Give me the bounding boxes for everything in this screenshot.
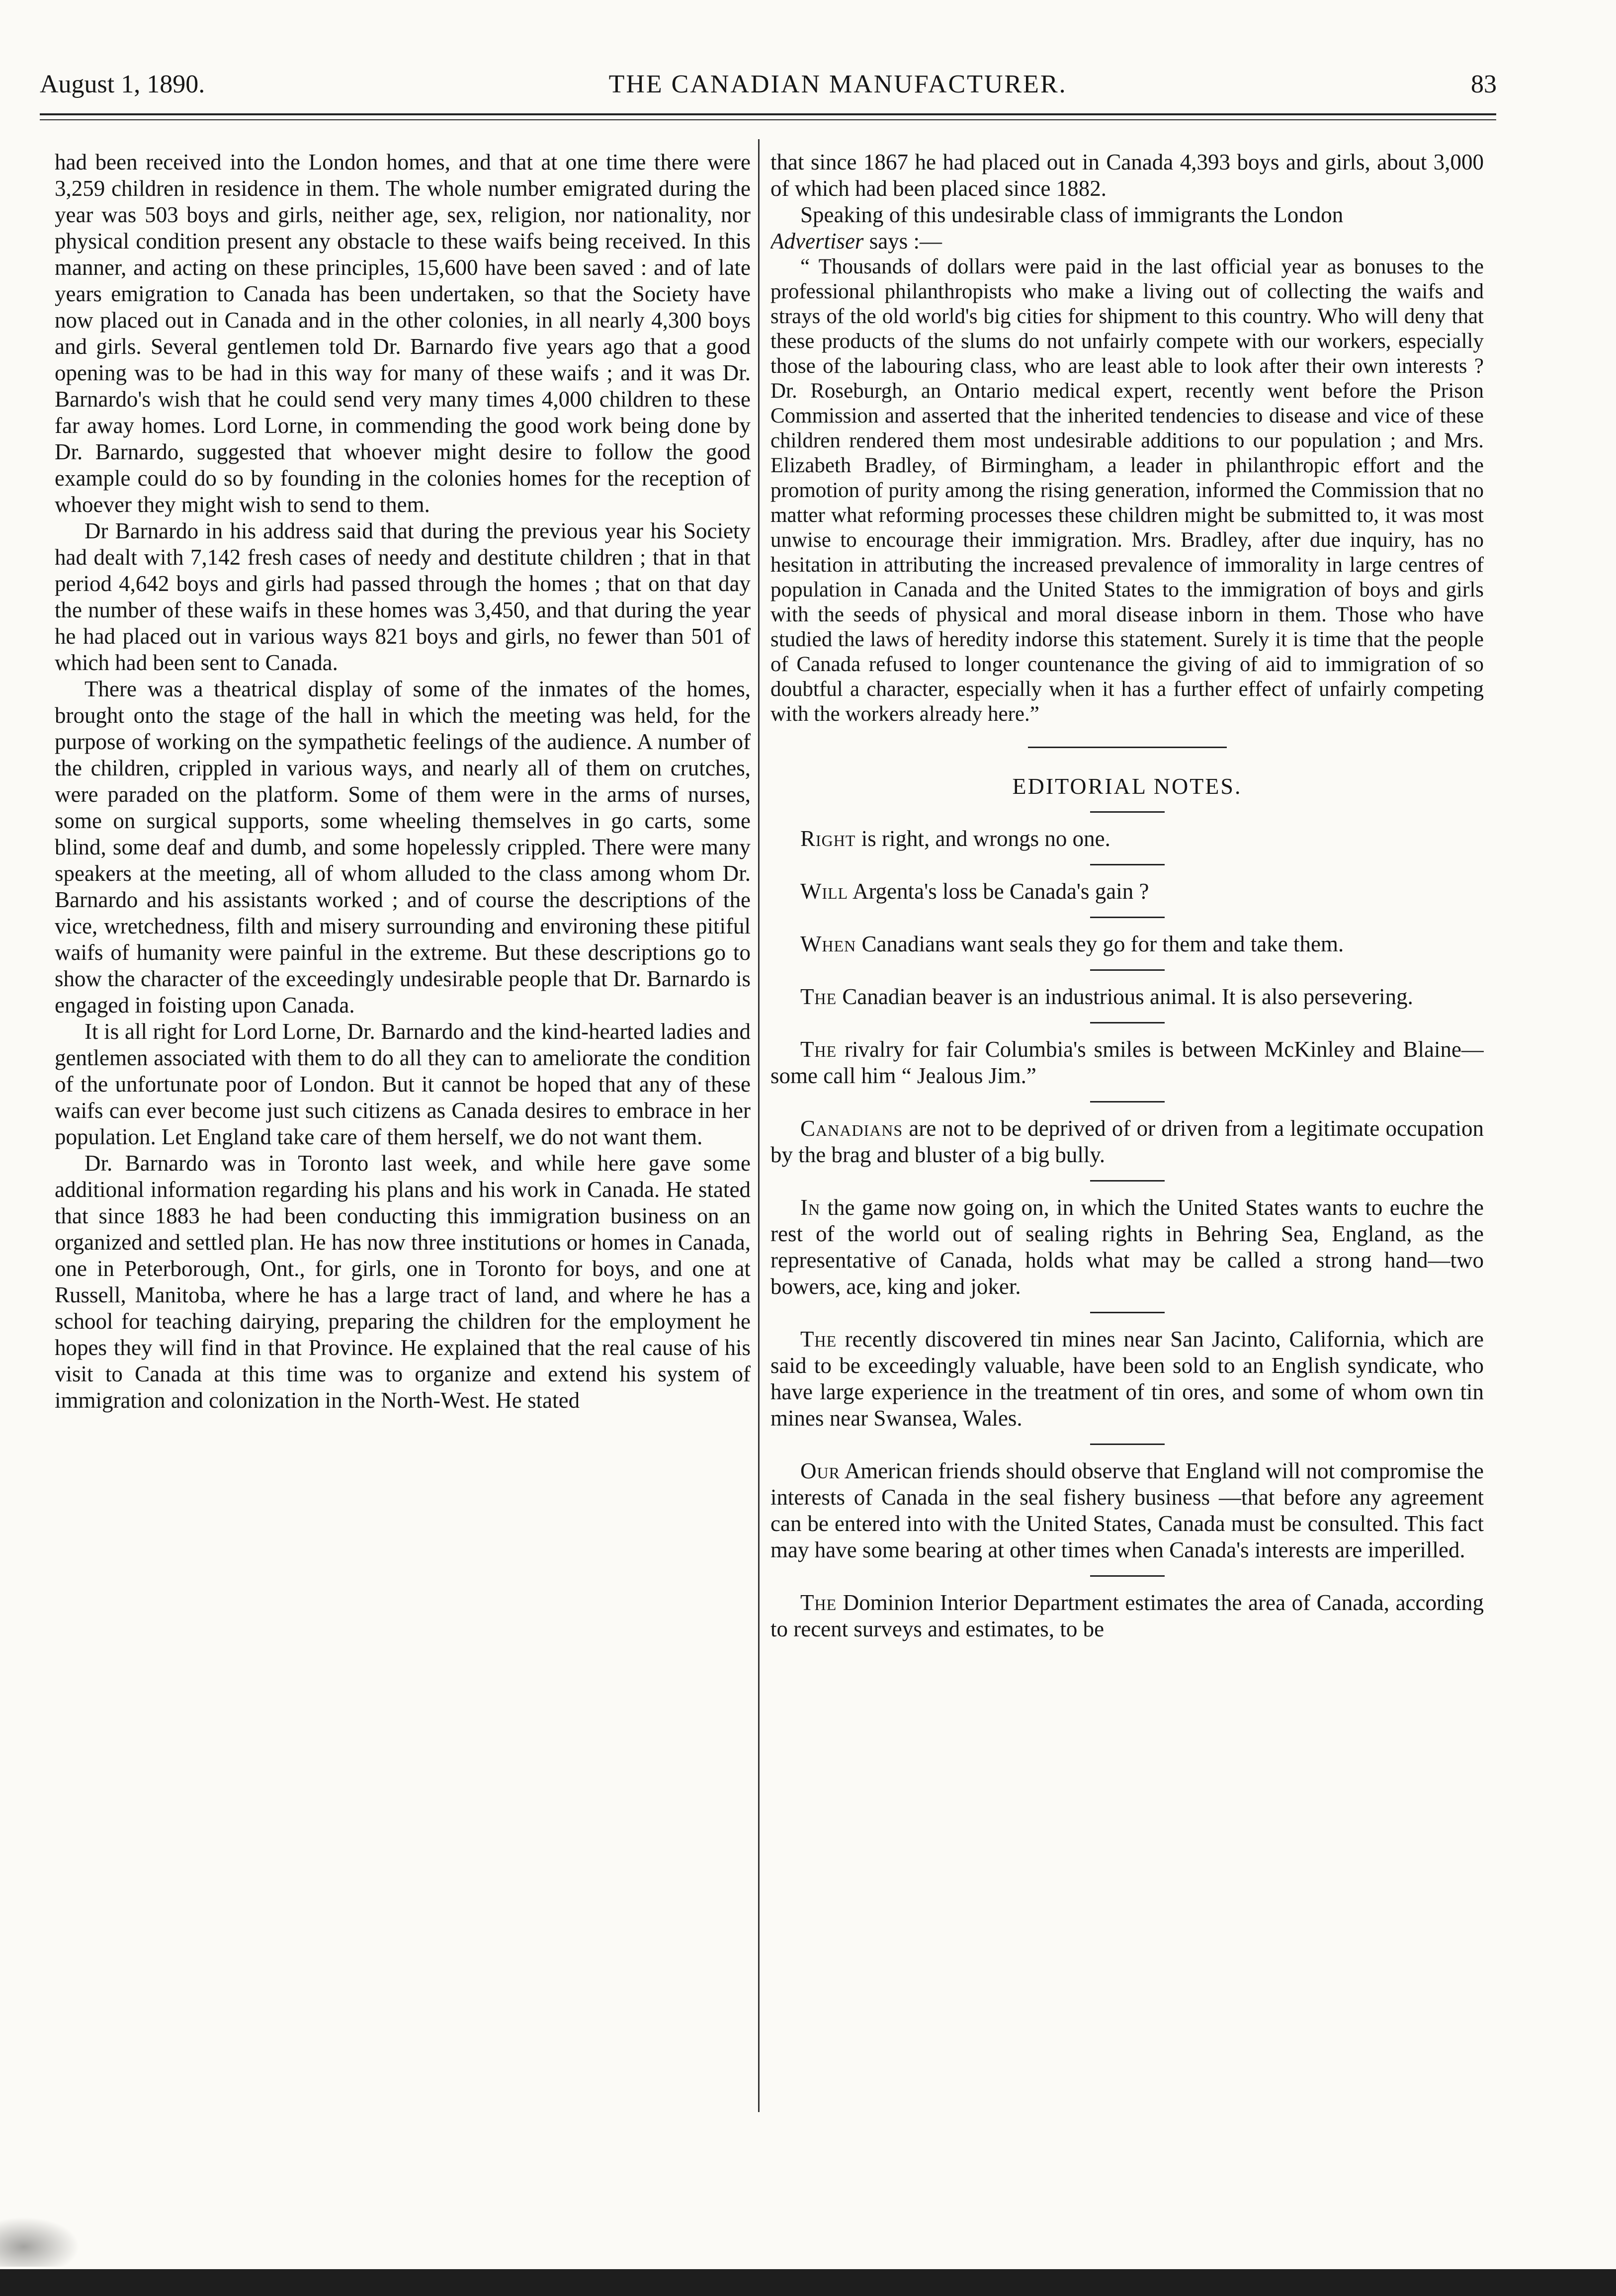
note-text: rivalry for fair Columbia's smiles is between McKinley and Blaine—some call him “ Jealous Jim.” xyxy=(770,1037,1484,1088)
note-separator xyxy=(1090,1180,1165,1182)
note-text: Canadian beaver is an industrious animal. It is also persevering. xyxy=(837,984,1413,1009)
header-rule xyxy=(40,113,1496,115)
article-paragraph: Dr. Barnardo was in Toronto last week, and while here gave some additional information regarding his plans and his work in Canada. He stated that since 1883 he had been conducting this immigration business on an organized and settled plan. He has now three institutions or homes in Canada, one in Peterborough, Ont., for girls, one in Toronto for boys, and one at Russell, Manitoba, where he has a large tract of land, and where he has a school for teaching dairying, preparing the children for the employment he hopes they will find in that Province. He explained that the real cause of his visit to Canada at this time was to organize and extend his system of immigration and colonization in the North-West. He stated xyxy=(55,1151,751,1413)
editorial-note xyxy=(770,1115,1484,1168)
intro-text: Speaking of this undesirable class of immigrants the London xyxy=(800,202,1344,227)
editorial-note xyxy=(770,1590,1484,1642)
note-text: American friends should observe that England will not compromise the interests of Canada in the seal fishery business —that before any agreement can be entered into with the United States, Canada must be consulted. This fact may have some bearing at other times when Canada's interests are imperilled. xyxy=(770,1458,1484,1562)
note-lead: The xyxy=(800,1037,837,1062)
note-text: are not to be deprived of or driven from a legitimate occupation by the brag and bluster of a big bully. xyxy=(770,1116,1484,1167)
article-paragraph: It is all right for Lord Lorne, Dr. Barnardo and the kind-hearted ladies and gentlemen associated with them to do all they can to ameliorate the condition of the unfortunate poor of London. But it cannot be hoped that any of these waifs can ever become just such citizens as Canada desires to embrace in her population. Let England take care of them herself, we do not want them. xyxy=(55,1019,751,1149)
article-paragraph: Dr Barnardo in his address said that during the previous year his Society had dealt with 7,142 fresh cases of needy and destitute children ; that in that period 4,642 boys and girls had passed through the homes ; that on that day the number of these waifs in these homes was 3,450, and that during the year he had placed out in various ways 821 boys and girls, no fewer than 501 of which had been sent to Canada. xyxy=(55,518,751,675)
note-lead: The xyxy=(800,984,837,1009)
note-lead: The xyxy=(800,1327,837,1352)
note-separator xyxy=(1090,969,1165,971)
note-text: Argenta's loss be Canada's gain ? xyxy=(848,879,1149,904)
note-lead: Right xyxy=(800,826,856,851)
editorial-note xyxy=(770,878,1484,905)
scan-smudge xyxy=(0,2217,80,2267)
newspaper-name: Advertiser xyxy=(770,229,864,254)
section-separator xyxy=(1028,747,1227,748)
says-text: says :— xyxy=(863,229,942,254)
editorial-note xyxy=(770,984,1484,1010)
note-separator xyxy=(1090,1444,1165,1445)
note-text: the game now going on, in which the United States wants to euchre the rest of the world out of sealing rights in Behring Sea, England, as the representative of Canada, holds what may be called a strong hand—two bowers, ace, king and joker. xyxy=(770,1195,1484,1299)
article-paragraph: There was a theatrical display of some of the inmates of the homes, brought onto the stage of the hall in which the meeting was held, for the purpose of working on the sympathetic feelings of the audience. A number of the children, crippled in various ways, and nearly all of them on crutches, were paraded on the platform. Some of them were in the arms of nurses, some on surgical supports, some wheeling themselves in go carts, some blind, some deaf and dumb, and some hopelessly crippled. There were many speakers at the meeting, all of whom alluded to the class among whom Dr. Barnardo and his assistants worked ; and of course the descriptions of the vice, wretchedness, filth and misery surrounding and environing these pitiful waifs of humanity were painful in the extreme. But these descriptions go to show the character of the exceedingly undesirable people that Dr. Barnardo is engaged in foisting upon Canada. xyxy=(55,677,751,1018)
editorial-note xyxy=(770,1194,1484,1300)
note-separator xyxy=(1090,1022,1165,1023)
note-lead: Will xyxy=(800,879,849,904)
note-separator xyxy=(1090,864,1165,865)
page-header xyxy=(40,70,1497,109)
article-paragraph: had been received into the London homes, and that at one time there were 3,259 children in residence in them. The whole number emigrated during the year was 503 boys and girls, neither age, sex, religion, nor nationality, nor physical condition present any obstacle to these waifs being received. In this manner, and acting on these principles, 15,600 have been saved : and of late years emigration to Canada has been undertaken, so that the Society have now placed out in Canada and in the other colonies, in all nearly 4,300 boys and girls. Several gentlemen told Dr. Barnardo five years ago that a good opening was to be had in this way for many of these waifs ; and it was Dr. Barnardo's wish that he could send very many times 4,000 children to these far away homes. Lord Lorne, in commending the good work being done by Dr. Barnardo, suggested that whoever might desire to follow the good example could do so by founding in the colonies homes for the reception of whoever they might wish to send to them. xyxy=(55,150,751,517)
note-lead: When xyxy=(800,932,856,956)
note-text: recently discovered tin mines near San Jacinto, California, which are said to be exceedingly valuable, have been sold to an English syndicate, who have large experience in the treatment of tin ores, and some of whom own tin mines near Swansea, Wales. xyxy=(770,1327,1484,1431)
note-separator xyxy=(1090,811,1165,813)
editorial-note xyxy=(770,1458,1484,1563)
editorial-note xyxy=(770,1036,1484,1089)
editorial-note xyxy=(770,1326,1484,1432)
left-column xyxy=(55,149,751,2112)
header-rule-thin xyxy=(40,119,1496,120)
quoted-passage: “ Thousands of dollars were paid in the last official year as bonuses to the professional philanthropists who make a living out of collecting the waifs and strays of the old world's big cities for shipment to this country. Who will deny that these products of the slums do not unfairly compete with our workers, especially those of the labouring class, who are least able to look after their own interests ? Dr. Roseburgh, an Ontario medical expert, recently went before the Prison Commission and asserted that the inherited tendencies to disease and vice of these children rendered them most undesirable additions to our population ; and Mrs. Elizabeth Bradley, of Birmingham, a leader in philanthropic effort and the promotion of purity among the rising generation, informed the Commission that no matter what reforming processes these children might be submitted to, it was most unwise to encourage their immigration. Mrs. Bradley, after due inquiry, has no hesitation in attributing the increased prevalence of immorality in large centres of population in Canada and the United States to the immigration of boys and girls with the seeds of physical and moral disease inborn in them. Those who have studied the laws of heredity indorse this statement. Surely it is time that the people of Canada refused to longer countenance the giving of aid to immigration of so doubtful a character, especially when it has a further effect of unfairly competing with the workers already here.” xyxy=(770,255,1484,726)
note-lead: Canadians xyxy=(800,1116,903,1141)
page-bottom-edge xyxy=(0,2269,1616,2296)
speaking-intro xyxy=(770,202,1484,255)
note-separator xyxy=(1090,1575,1165,1577)
note-lead: In xyxy=(800,1195,821,1220)
page-number: 83 xyxy=(1470,70,1497,98)
publication-title: THE CANADIAN MANUFACTURER. xyxy=(608,70,1067,98)
note-text: Canadians want seals they go for them and take them. xyxy=(856,932,1344,956)
note-separator xyxy=(1090,1312,1165,1313)
column-divider xyxy=(758,139,760,2112)
note-text: is right, and wrongs no one. xyxy=(855,826,1110,851)
note-text: Dominion Interior Department estimates the area of Canada, according to recent surveys and estimates, to be xyxy=(770,1590,1484,1641)
article-continuation: that since 1867 he had placed out in Canada 4,393 boys and girls, about 3,000 of which had been placed since 1882. xyxy=(770,150,1484,201)
editorial-notes-heading: EDITORIAL NOTES. xyxy=(1012,773,1242,799)
editorial-note xyxy=(770,931,1484,957)
issue-date: August 1, 1890. xyxy=(40,70,205,98)
editorial-note xyxy=(770,826,1484,852)
note-separator xyxy=(1090,1101,1165,1103)
note-lead: Our xyxy=(800,1458,840,1483)
right-column xyxy=(770,149,1484,2112)
note-separator xyxy=(1090,917,1165,918)
note-lead: The xyxy=(800,1590,837,1615)
